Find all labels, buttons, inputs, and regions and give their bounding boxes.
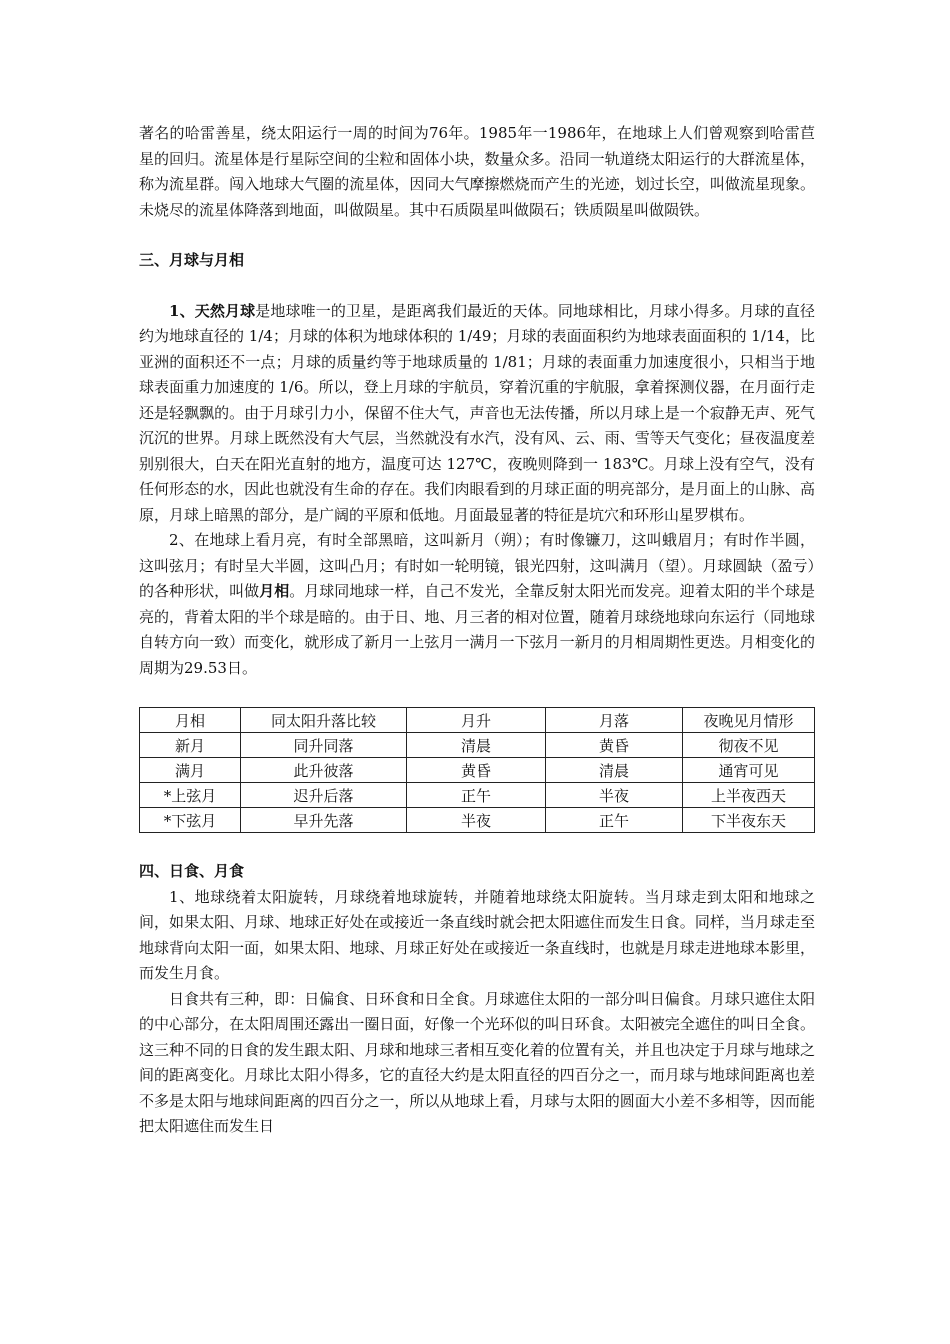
section4-heading: 四、日食、月食: [139, 862, 245, 880]
table-header-cell: 夜晚见月情形: [683, 708, 815, 733]
table-cell: 上半夜西天: [683, 783, 815, 808]
section3-paragraph-1-text: 是地球唯一的卫星，是距离我们最近的天体。同地球相比，月球小得多。月球的直径约为地球直径的 1/4；月球的体积为地球体积的 1/49；月球的表面面积约为地球表面面积的 1/14，比亚洲的面积还不一点；月球的质量约等于地球质量的 1/81；月球的表面重力加速度很小，只相当于地球表面重力加速度的 1/6。所以，登上月球的宇航员，穿着沉重的宇航服，拿着探测仪器，在月面行走还是轻飘飘的。由于月球引力小，保留不住大气，声音也无法传播，所以月球上是一个寂静无声、死气沉沉的世界。月球上既然没有大气层，当然就没有水汽，没有风、云、雨、雪等天气变化；昼夜温度差别别很大，白天在阳光直射的地方，温度可达 127℃，夜晚则降到一 183℃。月球上没有空气，没有任何形态的水，因此也就没有生命的存在。我们肉眼看到的月球正面的明亮部分，是月面上的山脉、高原，月球上暗黑的部分，是广阔的平原和低地。月面最显著的特征是坑穴和环形山星罗棋布。: [139, 301, 815, 524]
section3-paragraph-2: [139, 528, 815, 681]
document-page: [139, 118, 815, 1140]
table-cell: 正午: [546, 808, 683, 833]
table-cell: *上弦月: [140, 783, 241, 808]
section3-paragraph-2-post: 。月球同地球一样，自己不发光，全靠反射太阳光而发亮。迎着太阳的半个球是亮的，背着太阳的半个球是暗的。由于日、地、月三者的相对位置，随着月球绕地球向东运行（同地球自转方向一致）而变化，就形成了新月一上弦月一满月一下弦月一新月的月相周期性更迭。月相变化的周期为29.53日。: [139, 582, 815, 677]
table-cell: 黄昏: [546, 733, 683, 758]
table-cell: 黄昏: [407, 758, 546, 783]
table-row: [140, 808, 815, 833]
table-cell: 清晨: [407, 733, 546, 758]
section4-paragraph-2: 日食共有三种，即：日偏食、日环食和日全食。月球遮住太阳的一部分叫日偏食。月球只遮住太阳的中心部分，在太阳周围还露出一圈日面，好像一个光环似的叫日环食。太阳被完全遮住的叫日全食。这三种不同的日食的发生跟太阳、月球和地球三者相互变化着的位置有关，并且也决定于月球与地球之间的距离变化。月球比太阳小得多，它的直径大约是太阳直径的四百分之一，而月球与地球间距离也差不多是太阳与地球间距离的四百分之一，所以从地球上看，月球与太阳的圆面大小差不多相等，因而能把太阳遮住而发生日: [139, 989, 815, 1135]
table-cell: 正午: [407, 783, 546, 808]
table-row: [140, 783, 815, 808]
table-cell: 满月: [140, 758, 241, 783]
table-cell: 半夜: [407, 808, 546, 833]
section4-paragraph-1: 1、地球绕着太阳旋转，月球绕着地球旋转，并随着地球绕太阳旋转。当月球走到太阳和地球之间，如果太阳、月球、地球正好处在或接近一条直线时就会把太阳遮住而发生日食。同样，当月球走至地球背向太阳一面，如果太阳、地球、月球正好处在或接近一条直线时，也就是月球走进地球本影里，而发生月食。: [139, 887, 815, 982]
table-cell: 通宵可见: [683, 758, 815, 783]
table-header-cell: 同太阳升落比较: [241, 708, 407, 733]
section3-heading: 三、月球与月相: [139, 251, 245, 269]
table-header-cell: 月落: [546, 708, 683, 733]
table-cell: 半夜: [546, 783, 683, 808]
table-cell: 迟升后落: [241, 783, 407, 808]
table-cell: 早升先落: [241, 808, 407, 833]
moon-phase-table: [139, 707, 815, 833]
table-cell: 下半夜东天: [683, 808, 815, 833]
table-cell: *下弦月: [140, 808, 241, 833]
intro-paragraph: 著名的哈雷善星，绕太阳运行一周的时间为76年。1985年一1986年，在地球上人们曾观察到哈雷苣星的回归。流星体是行星际空间的尘粒和固体小块，数量众多。沿同一轨道绕太阳运行的大群流星体，称为流星群。闯入地球大气圈的流星体，因同大气摩擦燃烧而产生的光迹，划过长空，叫做流星现象。未烧尽的流星体降落到地面，叫做陨星。其中石质陨星叫做陨石；铁质陨星叫做陨铁。: [139, 124, 815, 219]
table-cell: 清晨: [546, 758, 683, 783]
section3-paragraph-2-pre: 2、在地球上看月亮，有时全部黑暗，这叫新月（朔）；有时像镰刀，这叫蛾眉月；有时作半圆，这叫弦月；有时呈大半圆，这叫凸月；有时如一轮明镜，银光四射，这叫满月（望）。月球圆缺（盈亏）的各种形状，叫做: [139, 531, 815, 600]
moon-phase-term: 月相: [259, 582, 290, 600]
table-row: [140, 733, 815, 758]
table-header-cell: 月升: [407, 708, 546, 733]
table-header-row: [140, 708, 815, 733]
natural-moon-term: 1、天然月球: [169, 301, 256, 320]
section3-paragraph-1: [139, 299, 815, 529]
table-cell: 同升同落: [241, 733, 407, 758]
table-cell: 彻夜不见: [683, 733, 815, 758]
table-row: [140, 758, 815, 783]
table-cell: 此升彼落: [241, 758, 407, 783]
table-header-cell: 月相: [140, 708, 241, 733]
table-cell: 新月: [140, 733, 241, 758]
